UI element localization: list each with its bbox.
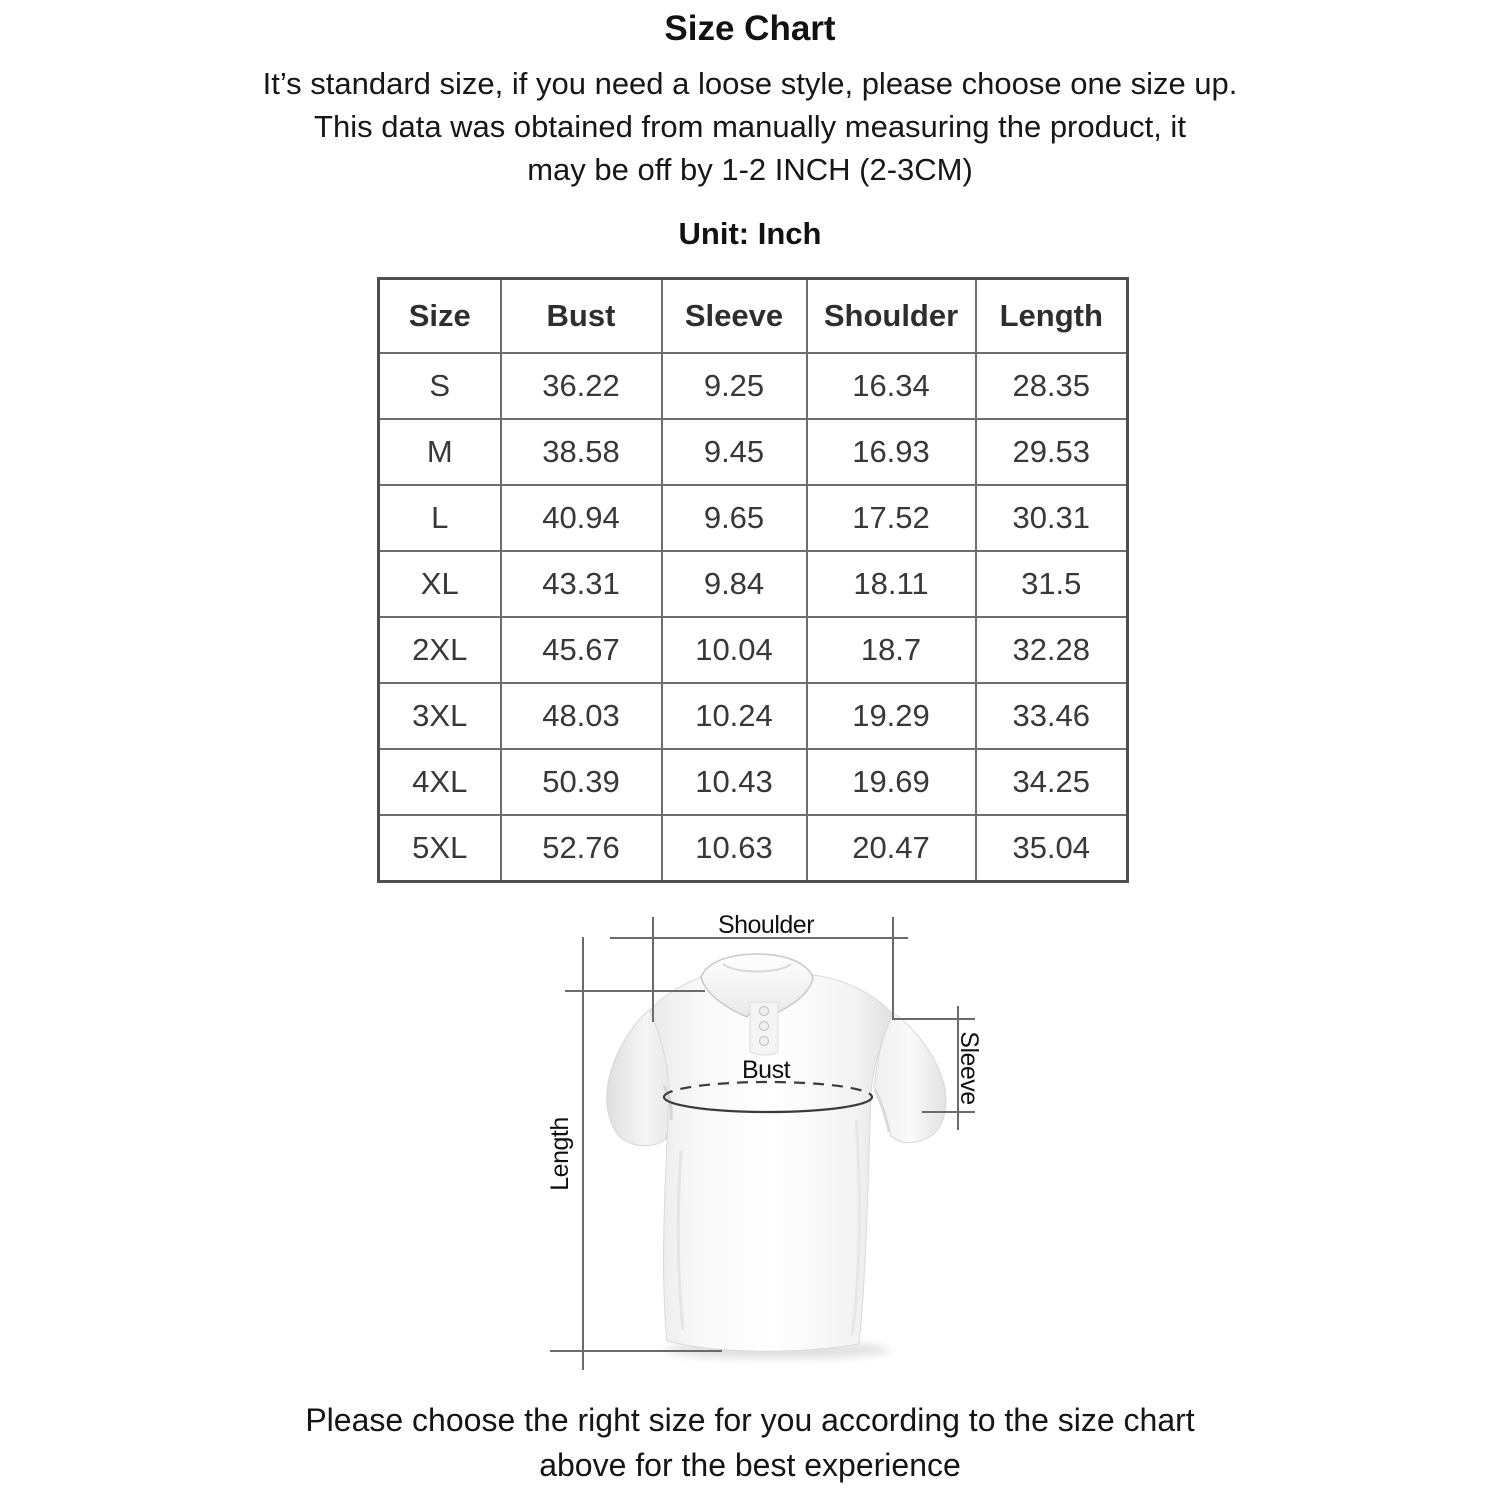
cell-bust: 45.67 (501, 617, 662, 683)
footer-line-2: above for the best experience (539, 1447, 961, 1483)
cell-size: 4XL (379, 749, 501, 815)
table-header-row (379, 279, 1128, 354)
column-header-length: Length (976, 279, 1128, 354)
button (760, 1007, 769, 1016)
button (760, 1022, 769, 1031)
cell-bust: 48.03 (501, 683, 662, 749)
measurement-diagram (500, 895, 1000, 1395)
cell-size: 5XL (379, 815, 501, 882)
column-header-sleeve: Sleeve (662, 279, 807, 354)
page-title (0, 6, 1500, 52)
cell-shoulder: 18.11 (807, 551, 976, 617)
cell-bust: 50.39 (501, 749, 662, 815)
cell-length: 30.31 (976, 485, 1128, 551)
cell-length: 29.53 (976, 419, 1128, 485)
footer-note (0, 1398, 1500, 1488)
column-header-size: Size (379, 279, 501, 354)
cell-sleeve: 10.24 (662, 683, 807, 749)
table-row (379, 485, 1128, 551)
button (760, 1037, 769, 1046)
footer-line-1: Please choose the right size for you according to the size chart (305, 1402, 1195, 1438)
cell-length: 35.04 (976, 815, 1128, 882)
cell-sleeve: 9.45 (662, 419, 807, 485)
cell-shoulder: 19.29 (807, 683, 976, 749)
cell-size: M (379, 419, 501, 485)
cell-bust: 43.31 (501, 551, 662, 617)
cell-shoulder: 16.93 (807, 419, 976, 485)
cell-bust: 38.58 (501, 419, 662, 485)
size-note (0, 62, 1500, 191)
cell-bust: 36.22 (501, 353, 662, 419)
size-note-line-1: It’s standard size, if you need a loose style, please choose one size up. (262, 66, 1238, 101)
table-row (379, 551, 1128, 617)
cell-sleeve: 9.25 (662, 353, 807, 419)
cell-length: 34.25 (976, 749, 1128, 815)
cell-length: 33.46 (976, 683, 1128, 749)
size-note-line-3: may be off by 1-2 INCH (2-3CM) (527, 152, 973, 187)
size-table (377, 277, 1129, 883)
cell-shoulder: 19.69 (807, 749, 976, 815)
cell-size: 2XL (379, 617, 501, 683)
sleeve-dimension-label: Sleeve (955, 1031, 983, 1105)
table-row (379, 815, 1128, 882)
cell-shoulder: 18.7 (807, 617, 976, 683)
cell-sleeve: 10.63 (662, 815, 807, 882)
cell-sleeve: 10.04 (662, 617, 807, 683)
cell-sleeve: 9.84 (662, 551, 807, 617)
table-row (379, 617, 1128, 683)
table-row (379, 353, 1128, 419)
cell-shoulder: 16.34 (807, 353, 976, 419)
cell-length: 31.5 (976, 551, 1128, 617)
table-row (379, 749, 1128, 815)
table-row (379, 419, 1128, 485)
cell-size: S (379, 353, 501, 419)
cell-shoulder: 17.52 (807, 485, 976, 551)
cell-shoulder: 20.47 (807, 815, 976, 882)
polo-shirt-illustration (607, 954, 946, 1359)
shoulder-dimension-label: Shoulder (717, 911, 815, 939)
bust-dimension-label: Bust (741, 1056, 791, 1084)
cell-bust: 52.76 (501, 815, 662, 882)
cell-size: L (379, 485, 501, 551)
size-note-line-2: This data was obtained from manually measuring the product, it (314, 109, 1186, 144)
cell-length: 28.35 (976, 353, 1128, 419)
cell-size: 3XL (379, 683, 501, 749)
table-row (379, 683, 1128, 749)
cell-size: XL (379, 551, 501, 617)
cell-sleeve: 10.43 (662, 749, 807, 815)
cell-length: 32.28 (976, 617, 1128, 683)
length-dimension-label: Length (546, 1117, 574, 1191)
cell-sleeve: 9.65 (662, 485, 807, 551)
column-header-bust: Bust (501, 279, 662, 354)
page-title-text: Size Chart (664, 9, 836, 48)
cell-bust: 40.94 (501, 485, 662, 551)
unit-label: Unit: Inch (678, 216, 822, 251)
column-header-shoulder: Shoulder (807, 279, 976, 354)
